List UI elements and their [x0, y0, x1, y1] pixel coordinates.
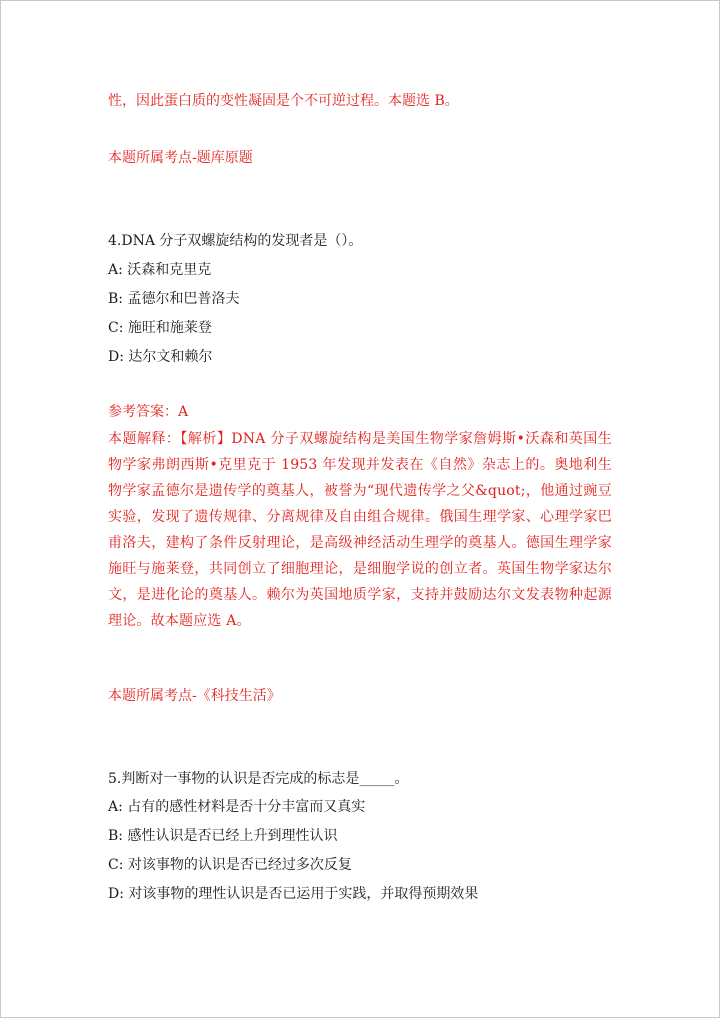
q5-option-c: C: 对该事物的认识是否已经过多次反复: [108, 857, 352, 873]
q4-option-a: A: 沃森和克里克: [108, 262, 212, 278]
q4-option-c: C: 施旺和施莱登: [108, 320, 212, 336]
q5-option-d: D: 对该事物的理性认识是否已运用于实践，并取得预期效果: [108, 886, 479, 902]
q4-option-b: B: 孟德尔和巴普洛夫: [108, 291, 240, 307]
q4-explanation: 本题解释：【解析】DNA 分子双螺旋结构是美国生物学家詹姆斯•沃森和英国生物学家弗朗西斯•克里克于 1953 年发现并发表在《自然》杂志上的。奥地利生物学家孟德尔是遗传学的奠基人，被誉为“现代遗传学之父&quot;，他通过豌豆实验，发现了遗传规律、分离规律及自由组合规律。俄国生理学家、心理学家巴甫洛夫，建构了条件反射理论，是高级神经活动生理学的奠基人。德国生理学家施旺与施莱登，共同创立了细胞理论，是细胞学说的创立者。英国生物学家达尔文，是进化论的奠基人。赖尔为英国地质学家，支持并鼓励达尔文发表物种起源理论。故本题应选 A。: [108, 431, 612, 629]
q4-option-d: D: 达尔文和赖尔: [108, 349, 213, 365]
q3-explanation-tail: 性，因此蛋白质的变性凝固是个不可逆过程。本题选 B。: [108, 93, 459, 109]
q3-category: 本题所属考点-题库原题: [108, 150, 253, 166]
q4-question: 4.DNA 分子双螺旋结构的发现者是（）。: [108, 233, 363, 249]
q5-question: 5.判断对一事物的认识是否完成的标志是_____。: [108, 771, 409, 787]
q5-options: [108, 797, 612, 913]
q4-answer: 参考答案：A: [108, 404, 189, 420]
q4-category: 本题所属考点-《科技生活》: [108, 688, 281, 704]
q5-option-b: B: 感性认识是否已经上升到理性认识: [108, 828, 338, 844]
q5-option-a: A: 占有的感性材料是否十分丰富而又真实: [108, 799, 366, 815]
q4-options: [108, 260, 612, 376]
